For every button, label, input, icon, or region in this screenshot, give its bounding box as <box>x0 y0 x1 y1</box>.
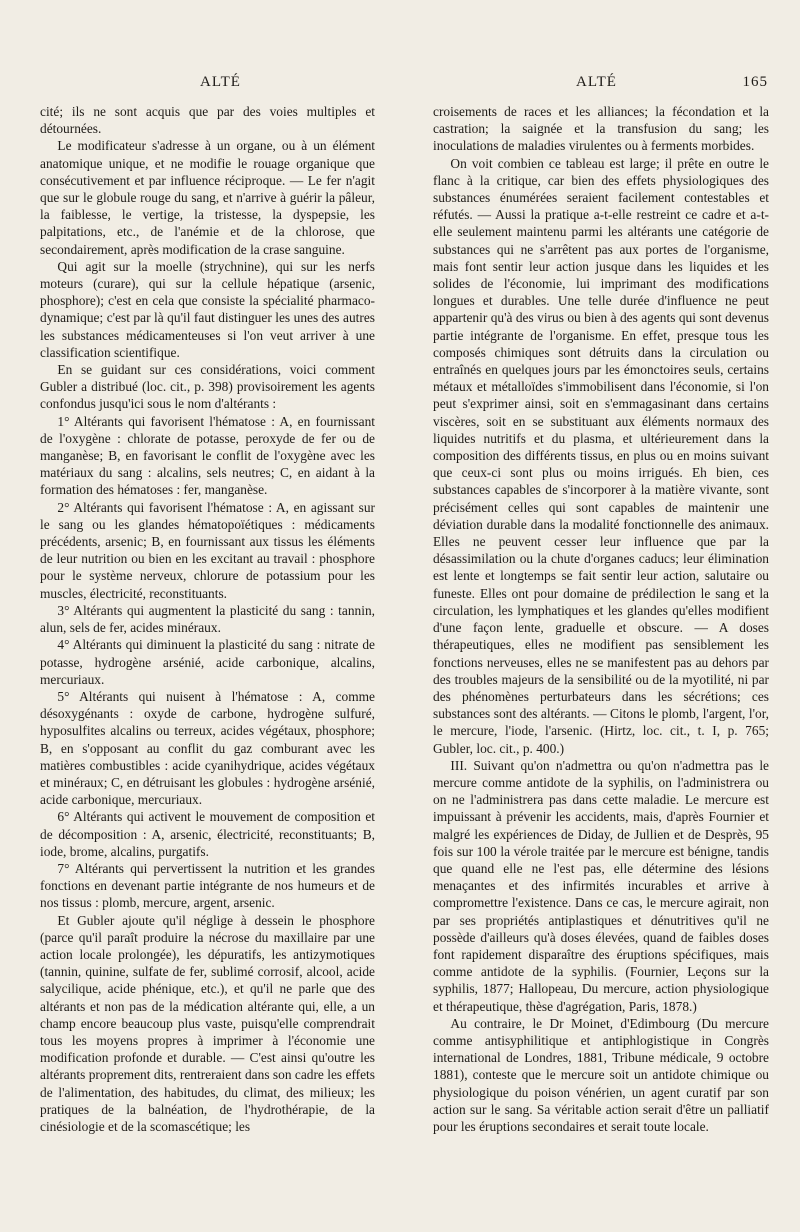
list-item-2: 2° Altérants qui favorisent l'hématose : A, en agissant sur le sang ou les glandes hématopoïétiques : médicaments précédents, arsenic; B, en fournissant aux tissus les éléments de leur nutrition ou bien en les excitant au travail : phosphore pour le système nerveux, chlorure de potassium pour les muscles, électricité, reconstituants. <box>40 499 375 601</box>
right-column <box>433 103 769 1135</box>
header-left-title: ALTÉ <box>200 74 241 90</box>
list-item-6: 6° Altérants qui activent le mouvement de composition et de décomposition : A, arsenic, électricité, reconstituants; B, iode, brome, alcalins, purgatifs. <box>40 809 375 859</box>
page-number: 165 <box>742 74 768 90</box>
paragraph: Au contraire, le Dr Moinet, d'Edimbourg (Du mercure comme antisyphilitique et antiphlogistique in Congrès international de Londres, 1881, Tribune médicale, 9 octobre 1881), conteste que le mercure soit un antidote chimique ou physiologique du poison vénérien, un agent curatif par son action sur le sang. Sa véritable action serait d'être un palliatif pour les éruptions secondaires et serait toute locale. <box>433 1015 769 1134</box>
list-item-1: 1° Altérants qui favorisent l'hématose : A, en fournissant de l'oxygène : chlorate de potasse, peroxyde de fer ou de manganèse; B, en favorisant le conflit de l'oxygène avec les matériaux du sang : alcalins, sels neutres; C, en aidant à la formation des hématoses : fer, manganèse. <box>40 413 375 498</box>
list-item-3: 3° Altérants qui augmentent la plasticité du sang : tannin, alun, sels de fer, acides minéraux. <box>40 602 375 636</box>
list-item-4: 4° Altérants qui diminuent la plasticité du sang : nitrate de potasse, hydrogène arsénié, acide carbonique, alcalins, mercuriaux. <box>40 637 375 687</box>
paragraph: Qui agit sur la moelle (strychnine), qui sur les nerfs moteurs (curare), qui sur la cellule hépatique (arsenic, phosphore); c'est en cela que consiste la spécialité pharmaco-dynamique; c'est par là qu'il faut distinguer les unes des autres les substances médicamenteuses si l'on veut arriver à une classification scientifique. <box>40 258 375 360</box>
paragraph: En se guidant sur ces considérations, voici comment Gubler a distribué (loc. cit., p. 398) provisoirement les agents confondus jusqu'ici sous le nom d'altérants : <box>40 362 375 412</box>
running-header <box>40 74 768 96</box>
list-item-7: 7° Altérants qui pervertissent la nutrition et les grandes fonctions en devenant partie intégrante de nos humeurs et de nos tissus : plomb, mercure, argent, arsenic. <box>40 860 375 911</box>
paragraph: On voit combien ce tableau est large; il prête en outre le flanc à la critique, car bien des effets physiologiques des substances énumérées seraient facilement contestables et réfutés. — Aussi la pratique a-t-elle restreint ce cadre et a-t-elle seulement maintenu parmi les altérants une catégorie de substances qui ne s'arrêtent pas aux portes de l'organisme, mais font sentir leur action jusque dans les liquides et les solides de l'économie, lui imprimant des modifications longues et durables. Une telle durée d'influence ne peut appartenir qu'à des virus ou bien à des agents qui sont devenus partie intégrante de l'organisme. En effet, presque tous les composés chimiques sont détruits dans la circulation ou entraînés en quelques jours par les émonctoires seuls, certains métaux et métalloïdes s'immobilisent dans l'économie, si l'on peut s'exprimer ainsi, soit en s'emmagasinant dans certains viscères, soit en se substituant aux éléments normaux des liquides nutritifs et du plasma, et ultérieurement dans la composition des différents tissus, en plus ou en moins suivant que ceux-ci sont plus ou moins irrigués. Eh bien, ces substances capables de s'incorporer à la matière vivante, sont précisément celles qui sont capables de maintenir une déviation durable dans la modalité fonctionnelle des animaux. Elles ne peuvent cesser leur influence que par la désassimilation ou la chute d'organes caducs; leur élimination est lente et longtemps se fait sentir leur action, salutaire ou funeste. Elles ont pour domaine de prédilection le sang et la circulation, les lymphatiques et les glandes qu'elles modifient d'une façon lente, graduelle et obscure. — A doses thérapeutiques, elles ne modifient pas sensiblement les fonctions nerveuses, elles ne se manifestent pas au dehors par des troubles majeurs de la sensibilité ou de la myotilité, ni par des phénomènes perturbateurs dans les sécrétions; ces substances sont des altérants. — Citons le plomb, l'argent, l'or, le mercure, l'iode, l'arsenic. (Hirtz, loc. cit., t. I, p. 765; Gubler, loc. cit., p. 400.) <box>433 155 769 756</box>
left-column <box>40 103 375 1135</box>
header-right-title: ALTÉ <box>576 74 617 90</box>
list-item-5: 5° Altérants qui nuisent à l'hématose : A, comme désoxygénants : oxyde de carbone, hydrogène sulfuré, hyposulfites alcalins ou terreux, acides végétaux, phosphore; B, en s'opposant au conflit du gaz comburant avec les matières combustibles : acide cyanihydrique, acides végétaux et minéraux; C, en détruisant les globules : hydrogène arsénié, acide carbonique, mercuriaux. <box>40 688 375 808</box>
paragraph: Et Gubler ajoute qu'il néglige à dessein le phosphore (parce qu'il paraît produire la nécrose du maxillaire par une action locale prolongée), les dépuratifs, les antizymotiques (tannin, quinine, sulfate de fer, sublimé corrosif, alcool, acide salycilique, acide phénique, etc.), et qu'il ne parle que des altérants et non pas de la médication altérante qui, elle, a un champ encore beaucoup plus vaste, puisqu'elle comprendrait tous les moyens propres à imprimer à l'économie une modification profonde et durable. — C'est ainsi qu'outre les altérants proprement dits, rentreraient dans son cadre les effets de l'alimentation, des habitudes, du climat, des milieux; les pratiques de la balnéation, de l'hydrothérapie, de la cinésiologie et de la scomascétique; les <box>40 912 375 1134</box>
paragraph: cité; ils ne sont acquis que par des voies multiples et détournées. <box>40 104 375 137</box>
paragraph: Le modificateur s'adresse à un organe, ou à un élément anatomique unique, et ne modifie le rouage organique que consécutivement et par influence réciproque. — Le fer n'agit que sur le globule rouge du sang, et n'arrive à guérir la pâleur, la faiblesse, le vertige, la tristesse, la dyspepsie, les palpitations, etc., de l'anémie et de la chlorose, que secondairement, après modification de la crase sanguine. <box>40 138 375 257</box>
paragraph: croisements de races et les alliances; la fécondation et la castration; la saignée et la transfusion du sang; les inoculations de maladies virulentes ou à ferments morbides. <box>433 104 769 154</box>
paragraph: III. Suivant qu'on n'admettra ou qu'on n'admettra pas le mercure comme antidote de la syphilis, on l'administrera ou on ne l'administrera pas dans cette maladie. Le mercure est impuissant à prévenir les accidents, mais, d'après Fournier et malgré les expériences de Diday, de Jullien et de Desprès, 95 fois sur 100 la vérole traitée par le mercure est bénigne, tandis que quand elle ne l'est pas, elle détermine des lésions menaçantes et des infirmités incurables et arrive à compromettre l'existence. Dans ce cas, le mercure agirait, non par ses propriétés antiplastiques et dénutritives qu'il ne possède d'ailleurs qu'à doses élevées, quand de faibles doses font rapidement disparaître des éruptions spécifiques, mais comme antidote de la syphilis. (Fournier, Leçons sur la syphilis, 1877; Hallopeau, Du mercure, action physiologique et thérapeutique, thèse d'agrégation, Paris, 1878.) <box>433 757 769 1014</box>
